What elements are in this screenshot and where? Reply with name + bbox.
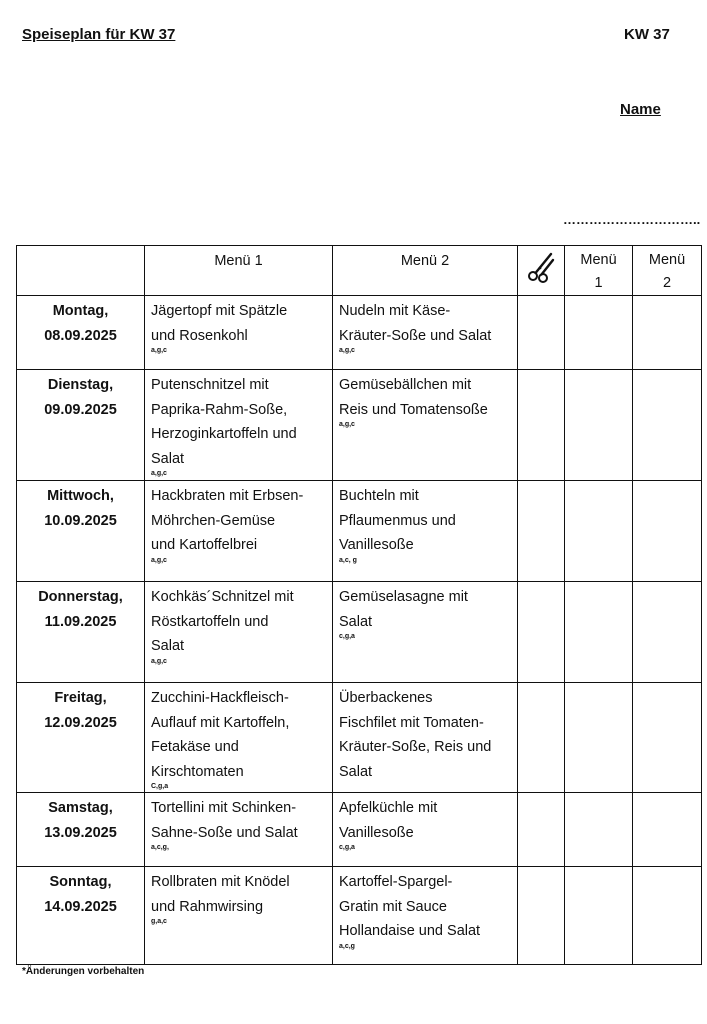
menu2-allergens: c,g,a <box>339 633 355 640</box>
menu1-allergens: a,c,g, <box>151 844 169 851</box>
menu1-cell <box>145 793 333 867</box>
menu2-text: Apfelküchle mit Vanillesoße <box>339 800 438 841</box>
scissors-slot[interactable] <box>518 370 565 481</box>
menu1-text: Tortellini mit Schinken- Sahne-Soße und Salat <box>151 800 298 841</box>
order-menu2-slot[interactable] <box>633 481 702 582</box>
header-scissors <box>518 246 565 296</box>
table-row <box>17 793 702 867</box>
menu2-cell <box>333 481 518 582</box>
menu2-allergens: a,c,g <box>339 942 355 950</box>
order-menu1-slot[interactable] <box>565 793 633 867</box>
table-row <box>17 683 702 793</box>
day-cell: Sonntag, 14.09.2025 <box>17 867 145 965</box>
menu2-cell <box>333 582 518 683</box>
menu2-text: Buchteln mit Pflaumenmus und Vanillesoße <box>339 488 456 553</box>
order-menu1-slot[interactable] <box>565 481 633 582</box>
menu2-text: Gemüsebällchen mit Reis und Tomatensoße <box>339 377 488 418</box>
menu2-allergens: a,c, g <box>339 556 357 564</box>
menu2-cell <box>333 683 518 793</box>
menu2-text: Kartoffel-Spargel- Gratin mit Sauce Hollandaise und Salat <box>339 874 481 939</box>
menu1-cell <box>145 582 333 683</box>
header-menu2: Menü 2 <box>333 246 518 296</box>
menu1-allergens: a,g,c <box>151 657 167 665</box>
menu1-cell <box>145 683 333 793</box>
header-order1: Menü 1 <box>565 246 633 296</box>
menu2-allergens: c,g,a <box>339 844 355 851</box>
day-cell: Samstag, 13.09.2025 <box>17 793 145 867</box>
name-label: Name <box>620 101 661 118</box>
table-row <box>17 481 702 582</box>
scissors-slot[interactable] <box>518 296 565 370</box>
table-row <box>17 296 702 370</box>
menu1-text: Jägertopf mit Spätzle und Rosenkohl <box>151 303 288 344</box>
menu1-text: Kochkäs´Schnitzel mit Röstkartoffeln und Salat <box>151 589 294 654</box>
order-menu1-slot[interactable] <box>565 582 633 683</box>
day-cell: Donnerstag, 11.09.2025 <box>17 582 145 683</box>
scissors-slot[interactable] <box>518 867 565 965</box>
header-menu1: Menü 1 <box>145 246 333 296</box>
scissors-icon <box>526 251 556 283</box>
order-menu2-slot[interactable] <box>633 370 702 481</box>
menu2-text: Nudeln mit Käse- Kräuter-Soße und Salat <box>339 303 492 344</box>
order-menu2-slot[interactable] <box>633 683 702 793</box>
scissors-slot[interactable] <box>518 793 565 867</box>
menu2-cell <box>333 867 518 965</box>
menu2-cell <box>333 793 518 867</box>
table-header-row <box>17 246 702 296</box>
menu2-cell <box>333 296 518 370</box>
order-menu1-slot[interactable] <box>565 296 633 370</box>
day-cell: Mittwoch, 10.09.2025 <box>17 481 145 582</box>
menu2-allergens: a,g,c <box>339 347 355 354</box>
menu1-text: Hackbraten mit Erbsen- Möhrchen-Gemüse und Kartoffelbrei <box>151 488 304 553</box>
menu2-text: Überbackenes Fischfilet mit Tomaten- Kräuter-Soße, Reis und Salat <box>339 690 492 780</box>
name-line: ………………………….. <box>563 212 701 227</box>
table-row <box>17 582 702 683</box>
menu1-allergens: a,g,c <box>151 470 167 477</box>
order-menu1-slot[interactable] <box>565 370 633 481</box>
menu1-allergens: a,g,c <box>151 347 167 354</box>
day-cell: Freitag, 12.09.2025 <box>17 683 145 793</box>
day-cell: Dienstag, 09.09.2025 <box>17 370 145 481</box>
table-row <box>17 370 702 481</box>
order-menu2-slot[interactable] <box>633 296 702 370</box>
menu1-text: Zucchini-Hackfleisch- Auflauf mit Kartoffeln, Fetakäse und Kirschtomaten <box>151 690 290 780</box>
menu2-cell <box>333 370 518 481</box>
menu1-cell <box>145 481 333 582</box>
header-order2: Menü 2 <box>633 246 702 296</box>
scissors-slot[interactable] <box>518 582 565 683</box>
menu1-allergens: a,g,c <box>151 556 167 564</box>
order-menu2-slot[interactable] <box>633 793 702 867</box>
scissors-slot[interactable] <box>518 683 565 793</box>
menu1-allergens: C,g,a <box>151 783 169 790</box>
day-cell: Montag, 08.09.2025 <box>17 296 145 370</box>
menu1-cell <box>145 867 333 965</box>
scissors-slot[interactable] <box>518 481 565 582</box>
order-menu2-slot[interactable] <box>633 582 702 683</box>
menu-table <box>16 245 702 965</box>
menu2-text: Gemüselasagne mit Salat <box>339 589 468 630</box>
menu1-cell <box>145 296 333 370</box>
menu2-allergens: a,g,c <box>339 421 355 428</box>
week-label: KW 37 <box>624 26 670 43</box>
order-menu2-slot[interactable] <box>633 867 702 965</box>
order-menu1-slot[interactable] <box>565 867 633 965</box>
footer-note: *Änderungen vorbehalten <box>22 966 145 977</box>
order-menu1-slot[interactable] <box>565 683 633 793</box>
menu1-allergens: g,a,c <box>151 918 167 925</box>
page-title: Speiseplan für KW 37 <box>22 26 176 43</box>
menu1-cell <box>145 370 333 481</box>
header-day <box>17 246 145 296</box>
menu1-text: Rollbraten mit Knödel und Rahmwirsing <box>151 874 290 915</box>
menu1-text: Putenschnitzel mit Paprika-Rahm-Soße, Herzoginkartoffeln und Salat <box>151 377 297 467</box>
table-row <box>17 867 702 965</box>
